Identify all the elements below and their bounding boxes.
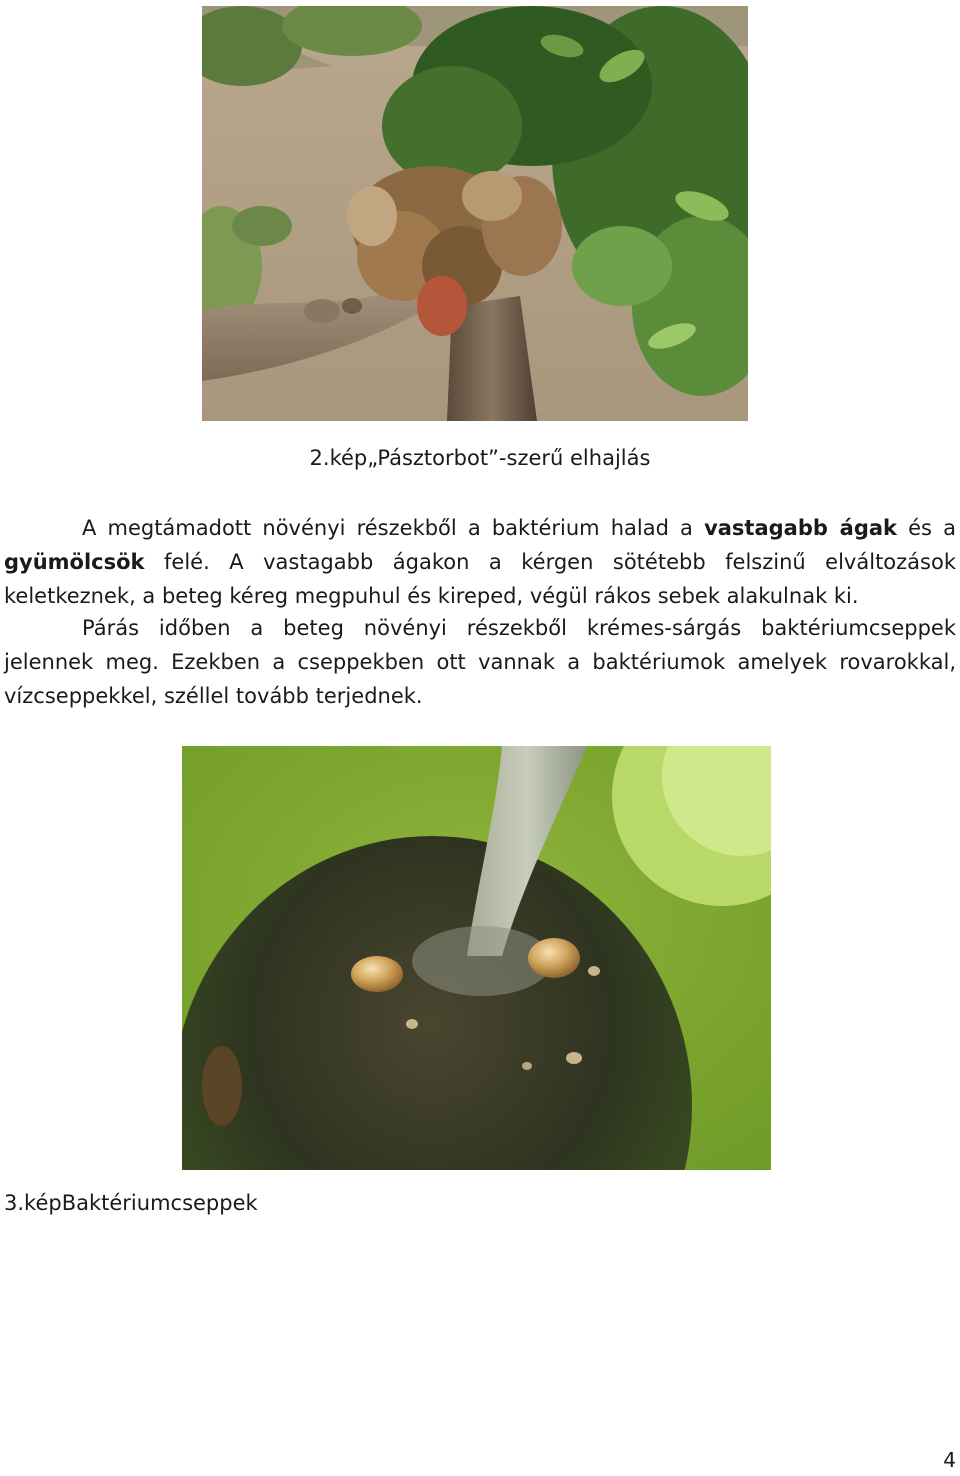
text-run: és a xyxy=(897,516,956,540)
paragraph-line: keletkeznek, a beteg kéreg megpuhul és kireped, végül rákos sebek alakulnak ki. xyxy=(4,584,859,608)
paragraph-line xyxy=(4,545,956,579)
paragraph-bacterial-droplets xyxy=(4,611,956,713)
bold-text: vastagabb ágak xyxy=(704,516,897,540)
paragraph-line xyxy=(4,511,956,545)
figure-3-caption: 3.képBaktériumcseppek xyxy=(4,1191,258,1215)
text-run: A megtámadott növényi részekből a baktérium halad a xyxy=(82,516,705,540)
paragraph-line: jelennek meg. Ezekben a cseppekben ott vannak a baktériumok amelyek rovarokkal, xyxy=(4,650,956,674)
bold-text: gyümölcsök xyxy=(4,550,145,574)
paragraph-line: vízcseppekkel, széllel tovább terjednek. xyxy=(4,684,423,708)
page-number: 4 xyxy=(943,1448,956,1472)
text-run: felé. A vastagabb ágakon a kérgen sötétebb felszinű elváltozások xyxy=(144,550,956,574)
tree-wilt-photo xyxy=(202,6,748,421)
bacterial-droplets-photo xyxy=(182,746,771,1170)
paragraph-infection-spread xyxy=(4,511,956,613)
figure-2-caption: 2.kép„Pásztorbot”-szerű elhajlás xyxy=(309,446,651,470)
paragraph-line: Párás időben a beteg növényi részekből krémes-sárgás baktériumcseppek xyxy=(82,616,956,640)
